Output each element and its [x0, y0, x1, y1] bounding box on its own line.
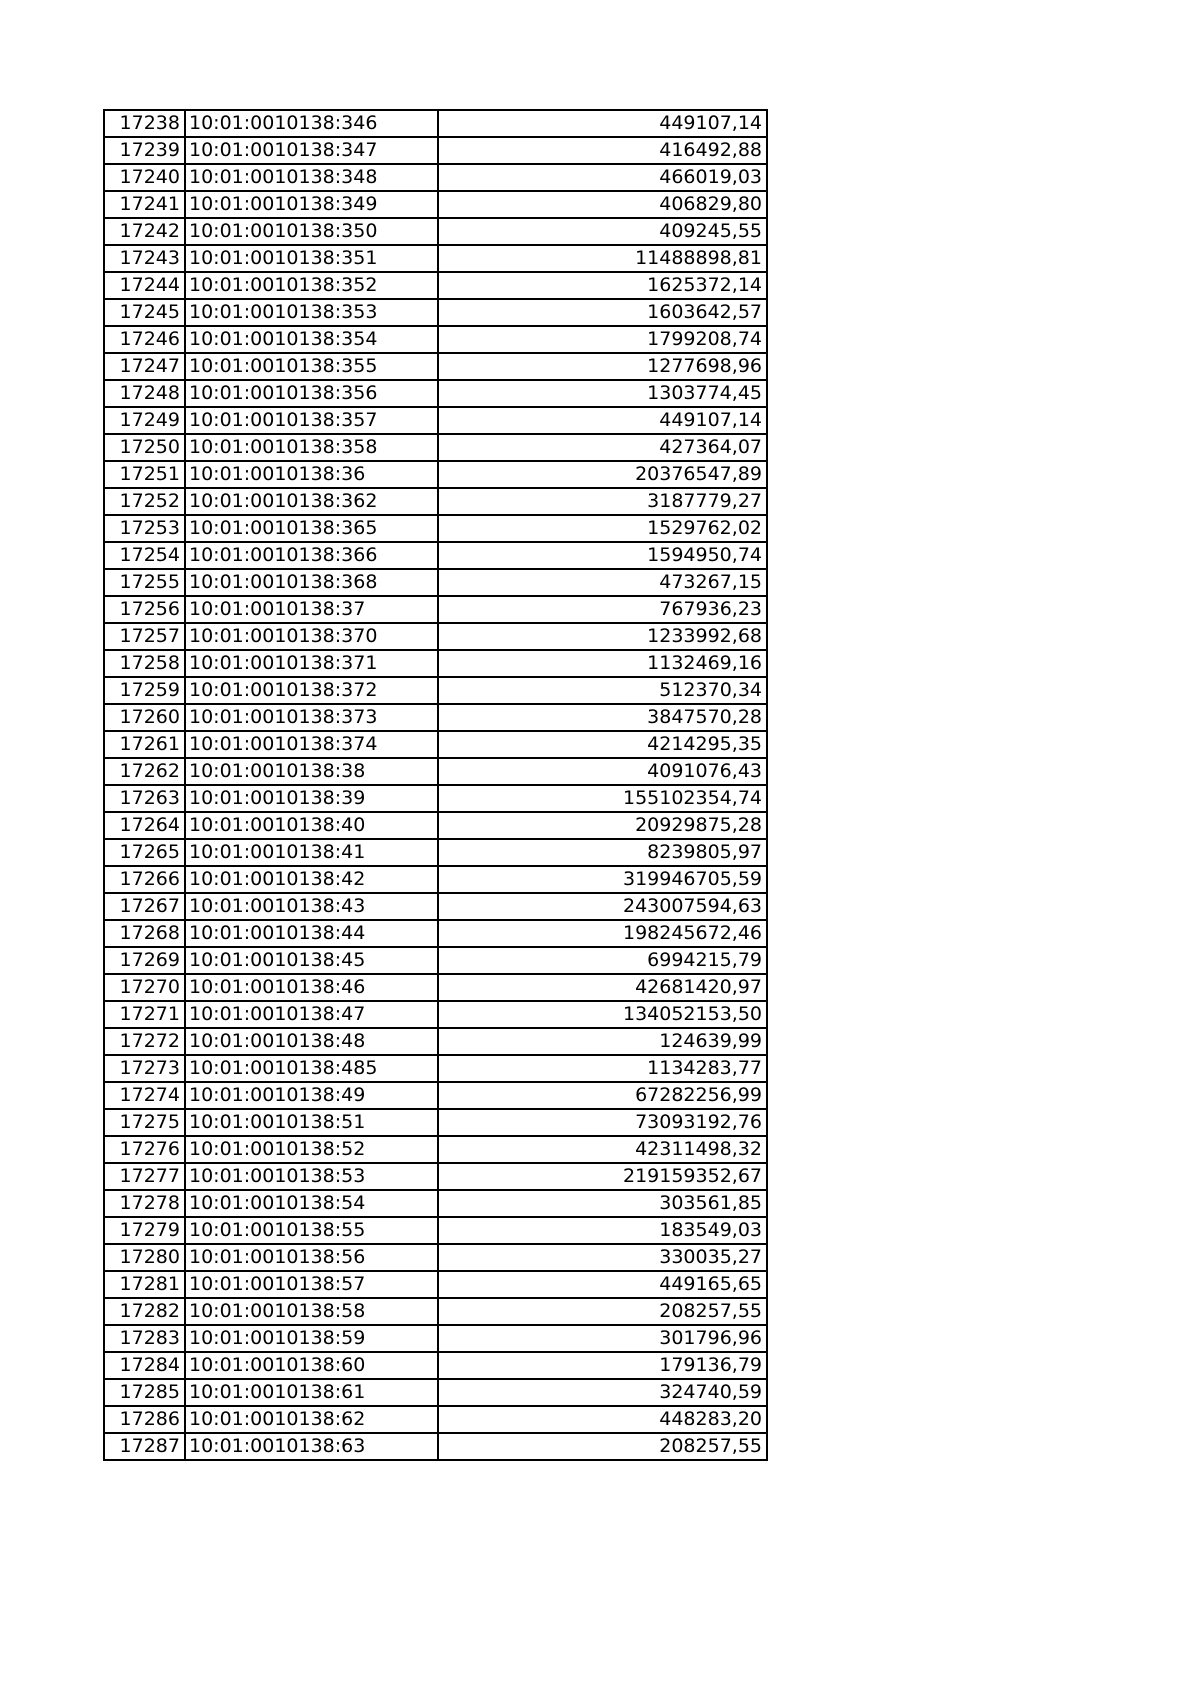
row-number-cell: 17280	[104, 1244, 185, 1271]
cadastral-number-cell: 10:01:0010138:44	[185, 920, 438, 947]
cadastral-number-cell: 10:01:0010138:351	[185, 245, 438, 272]
table-row	[104, 1163, 767, 1190]
row-number-cell: 17253	[104, 515, 185, 542]
cadastral-number-cell: 10:01:0010138:57	[185, 1271, 438, 1298]
cadastral-number-cell: 10:01:0010138:53	[185, 1163, 438, 1190]
cadastral-number-cell: 10:01:0010138:40	[185, 812, 438, 839]
value-cell: 124639,99	[438, 1028, 767, 1055]
cadastral-number-cell: 10:01:0010138:59	[185, 1325, 438, 1352]
cadastral-number-cell: 10:01:0010138:355	[185, 353, 438, 380]
value-cell: 3847570,28	[438, 704, 767, 731]
row-number-cell: 17247	[104, 353, 185, 380]
value-cell: 1625372,14	[438, 272, 767, 299]
value-cell: 301796,96	[438, 1325, 767, 1352]
table-row	[104, 893, 767, 920]
row-number-cell: 17265	[104, 839, 185, 866]
value-cell: 416492,88	[438, 137, 767, 164]
value-cell: 243007594,63	[438, 893, 767, 920]
row-number-cell: 17266	[104, 866, 185, 893]
cadastral-number-cell: 10:01:0010138:352	[185, 272, 438, 299]
table-row	[104, 515, 767, 542]
cadastral-number-cell: 10:01:0010138:37	[185, 596, 438, 623]
row-number-cell: 17242	[104, 218, 185, 245]
value-cell: 11488898,81	[438, 245, 767, 272]
cadastral-number-cell: 10:01:0010138:60	[185, 1352, 438, 1379]
value-cell: 449107,14	[438, 110, 767, 137]
value-cell: 1603642,57	[438, 299, 767, 326]
table-row	[104, 1406, 767, 1433]
value-cell: 219159352,67	[438, 1163, 767, 1190]
cadastral-number-cell: 10:01:0010138:370	[185, 623, 438, 650]
table-row	[104, 407, 767, 434]
row-number-cell: 17250	[104, 434, 185, 461]
table-row	[104, 1109, 767, 1136]
table-row	[104, 1271, 767, 1298]
row-number-cell: 17276	[104, 1136, 185, 1163]
row-number-cell: 17284	[104, 1352, 185, 1379]
table-row	[104, 542, 767, 569]
table-row	[104, 1217, 767, 1244]
table-row	[104, 461, 767, 488]
table-row	[104, 299, 767, 326]
row-number-cell: 17259	[104, 677, 185, 704]
value-cell: 319946705,59	[438, 866, 767, 893]
value-cell: 1799208,74	[438, 326, 767, 353]
value-cell: 473267,15	[438, 569, 767, 596]
row-number-cell: 17267	[104, 893, 185, 920]
value-cell: 303561,85	[438, 1190, 767, 1217]
cadastral-number-cell: 10:01:0010138:366	[185, 542, 438, 569]
row-number-cell: 17251	[104, 461, 185, 488]
value-cell: 1529762,02	[438, 515, 767, 542]
cadastral-number-cell: 10:01:0010138:55	[185, 1217, 438, 1244]
value-cell: 1594950,74	[438, 542, 767, 569]
value-cell: 448283,20	[438, 1406, 767, 1433]
row-number-cell: 17238	[104, 110, 185, 137]
cadastral-number-cell: 10:01:0010138:371	[185, 650, 438, 677]
cadastral-number-cell: 10:01:0010138:356	[185, 380, 438, 407]
row-number-cell: 17270	[104, 974, 185, 1001]
table-row	[104, 191, 767, 218]
value-cell: 4091076,43	[438, 758, 767, 785]
row-number-cell: 17254	[104, 542, 185, 569]
data-table	[103, 109, 768, 1461]
value-cell: 324740,59	[438, 1379, 767, 1406]
cadastral-number-cell: 10:01:0010138:357	[185, 407, 438, 434]
row-number-cell: 17258	[104, 650, 185, 677]
cadastral-number-cell: 10:01:0010138:358	[185, 434, 438, 461]
value-cell: 20929875,28	[438, 812, 767, 839]
table-row	[104, 1082, 767, 1109]
value-cell: 1277698,96	[438, 353, 767, 380]
value-cell: 6994215,79	[438, 947, 767, 974]
table-row	[104, 137, 767, 164]
value-cell: 1303774,45	[438, 380, 767, 407]
row-number-cell: 17256	[104, 596, 185, 623]
table-row	[104, 947, 767, 974]
cadastral-number-cell: 10:01:0010138:348	[185, 164, 438, 191]
table-row	[104, 353, 767, 380]
value-cell: 512370,34	[438, 677, 767, 704]
table-row	[104, 866, 767, 893]
value-cell: 8239805,97	[438, 839, 767, 866]
table-row	[104, 1244, 767, 1271]
row-number-cell: 17261	[104, 731, 185, 758]
cadastral-number-cell: 10:01:0010138:354	[185, 326, 438, 353]
cadastral-number-cell: 10:01:0010138:43	[185, 893, 438, 920]
row-number-cell: 17285	[104, 1379, 185, 1406]
value-cell: 42681420,97	[438, 974, 767, 1001]
cadastral-number-cell: 10:01:0010138:353	[185, 299, 438, 326]
value-cell: 20376547,89	[438, 461, 767, 488]
row-number-cell: 17240	[104, 164, 185, 191]
table-row	[104, 218, 767, 245]
cadastral-number-cell: 10:01:0010138:374	[185, 731, 438, 758]
cadastral-number-cell: 10:01:0010138:47	[185, 1001, 438, 1028]
cadastral-number-cell: 10:01:0010138:350	[185, 218, 438, 245]
row-number-cell: 17274	[104, 1082, 185, 1109]
table-row	[104, 677, 767, 704]
row-number-cell: 17273	[104, 1055, 185, 1082]
table-row	[104, 272, 767, 299]
table-row	[104, 434, 767, 461]
value-cell: 409245,55	[438, 218, 767, 245]
value-cell: 198245672,46	[438, 920, 767, 947]
row-number-cell: 17257	[104, 623, 185, 650]
row-number-cell: 17262	[104, 758, 185, 785]
row-number-cell: 17287	[104, 1433, 185, 1460]
table-row	[104, 1055, 767, 1082]
value-cell: 1233992,68	[438, 623, 767, 650]
table-row	[104, 326, 767, 353]
row-number-cell: 17245	[104, 299, 185, 326]
row-number-cell: 17243	[104, 245, 185, 272]
table-row	[104, 839, 767, 866]
cadastral-number-cell: 10:01:0010138:42	[185, 866, 438, 893]
table-row	[104, 1433, 767, 1460]
table-row	[104, 623, 767, 650]
row-number-cell: 17246	[104, 326, 185, 353]
value-cell: 449107,14	[438, 407, 767, 434]
value-cell: 466019,03	[438, 164, 767, 191]
cadastral-number-cell: 10:01:0010138:56	[185, 1244, 438, 1271]
table-row	[104, 920, 767, 947]
value-cell: 208257,55	[438, 1433, 767, 1460]
cadastral-number-cell: 10:01:0010138:48	[185, 1028, 438, 1055]
value-cell: 4214295,35	[438, 731, 767, 758]
row-number-cell: 17281	[104, 1271, 185, 1298]
row-number-cell: 17239	[104, 137, 185, 164]
row-number-cell: 17279	[104, 1217, 185, 1244]
row-number-cell: 17248	[104, 380, 185, 407]
row-number-cell: 17241	[104, 191, 185, 218]
cadastral-number-cell: 10:01:0010138:36	[185, 461, 438, 488]
cadastral-number-cell: 10:01:0010138:63	[185, 1433, 438, 1460]
cadastral-number-cell: 10:01:0010138:38	[185, 758, 438, 785]
row-number-cell: 17249	[104, 407, 185, 434]
value-cell: 179136,79	[438, 1352, 767, 1379]
cadastral-number-cell: 10:01:0010138:372	[185, 677, 438, 704]
row-number-cell: 17260	[104, 704, 185, 731]
value-cell: 449165,65	[438, 1271, 767, 1298]
cadastral-number-cell: 10:01:0010138:485	[185, 1055, 438, 1082]
row-number-cell: 17252	[104, 488, 185, 515]
value-cell: 73093192,76	[438, 1109, 767, 1136]
table-row	[104, 164, 767, 191]
table-row	[104, 110, 767, 137]
row-number-cell: 17244	[104, 272, 185, 299]
table-row	[104, 650, 767, 677]
row-number-cell: 17286	[104, 1406, 185, 1433]
row-number-cell: 17264	[104, 812, 185, 839]
cadastral-number-cell: 10:01:0010138:346	[185, 110, 438, 137]
cadastral-number-cell: 10:01:0010138:49	[185, 1082, 438, 1109]
cadastral-number-cell: 10:01:0010138:347	[185, 137, 438, 164]
cadastral-number-cell: 10:01:0010138:39	[185, 785, 438, 812]
row-number-cell: 17272	[104, 1028, 185, 1055]
value-cell: 67282256,99	[438, 1082, 767, 1109]
value-cell: 183549,03	[438, 1217, 767, 1244]
value-cell: 134052153,50	[438, 1001, 767, 1028]
table-row	[104, 731, 767, 758]
value-cell: 1132469,16	[438, 650, 767, 677]
cadastral-number-cell: 10:01:0010138:58	[185, 1298, 438, 1325]
table-row	[104, 812, 767, 839]
cadastral-number-cell: 10:01:0010138:349	[185, 191, 438, 218]
table-row	[104, 1136, 767, 1163]
value-cell: 155102354,74	[438, 785, 767, 812]
table-row	[104, 1001, 767, 1028]
cadastral-number-cell: 10:01:0010138:61	[185, 1379, 438, 1406]
value-cell: 427364,07	[438, 434, 767, 461]
cadastral-number-cell: 10:01:0010138:54	[185, 1190, 438, 1217]
table-body	[104, 110, 767, 1460]
value-cell: 3187779,27	[438, 488, 767, 515]
table-row	[104, 704, 767, 731]
table-row	[104, 785, 767, 812]
value-cell: 208257,55	[438, 1298, 767, 1325]
table-row	[104, 245, 767, 272]
cadastral-number-cell: 10:01:0010138:368	[185, 569, 438, 596]
cadastral-number-cell: 10:01:0010138:51	[185, 1109, 438, 1136]
table-row	[104, 1028, 767, 1055]
row-number-cell: 17269	[104, 947, 185, 974]
row-number-cell: 17268	[104, 920, 185, 947]
table-row	[104, 974, 767, 1001]
value-cell: 406829,80	[438, 191, 767, 218]
cadastral-number-cell: 10:01:0010138:373	[185, 704, 438, 731]
cadastral-number-cell: 10:01:0010138:46	[185, 974, 438, 1001]
row-number-cell: 17277	[104, 1163, 185, 1190]
table-row	[104, 1352, 767, 1379]
table-row	[104, 596, 767, 623]
table-row	[104, 488, 767, 515]
value-cell: 767936,23	[438, 596, 767, 623]
cadastral-number-cell: 10:01:0010138:362	[185, 488, 438, 515]
table-row	[104, 1325, 767, 1352]
row-number-cell: 17283	[104, 1325, 185, 1352]
cadastral-number-cell: 10:01:0010138:45	[185, 947, 438, 974]
row-number-cell: 17263	[104, 785, 185, 812]
cadastral-number-cell: 10:01:0010138:41	[185, 839, 438, 866]
cadastral-number-cell: 10:01:0010138:52	[185, 1136, 438, 1163]
row-number-cell: 17275	[104, 1109, 185, 1136]
value-cell: 42311498,32	[438, 1136, 767, 1163]
row-number-cell: 17255	[104, 569, 185, 596]
table-row	[104, 758, 767, 785]
row-number-cell: 17278	[104, 1190, 185, 1217]
row-number-cell: 17282	[104, 1298, 185, 1325]
value-cell: 330035,27	[438, 1244, 767, 1271]
table-row	[104, 1379, 767, 1406]
row-number-cell: 17271	[104, 1001, 185, 1028]
table-row	[104, 1190, 767, 1217]
table-row	[104, 380, 767, 407]
table-row	[104, 569, 767, 596]
table-row	[104, 1298, 767, 1325]
value-cell: 1134283,77	[438, 1055, 767, 1082]
cadastral-number-cell: 10:01:0010138:62	[185, 1406, 438, 1433]
cadastral-number-cell: 10:01:0010138:365	[185, 515, 438, 542]
